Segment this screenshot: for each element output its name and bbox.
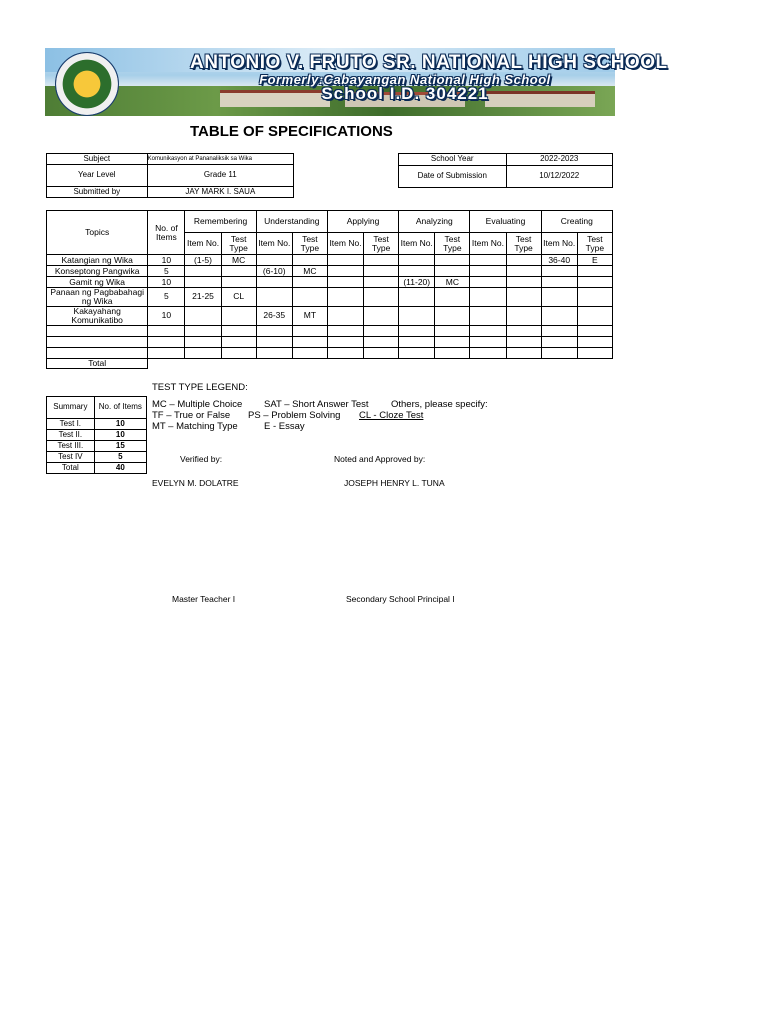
item-no-header: Item No.	[470, 233, 506, 255]
item-no-cell	[470, 277, 506, 288]
item-no-cell: 36-40	[541, 255, 577, 266]
test-type-cell	[364, 277, 399, 288]
item-no-cell	[470, 255, 506, 266]
school-seal-icon	[55, 52, 119, 116]
summary-row-count: 15	[94, 441, 146, 452]
test-type-cell	[364, 306, 399, 325]
test-type-cell	[221, 266, 256, 277]
empty-cell	[47, 336, 148, 347]
test-type-cell	[577, 266, 612, 277]
items-cell: 10	[148, 306, 185, 325]
verifier-name: EVELYN M. DOLATRE	[152, 478, 239, 488]
test-type-cell	[506, 306, 541, 325]
info-table-left	[46, 153, 294, 198]
item-no-cell	[470, 288, 506, 307]
school-formerly: Formerly:Cabayangan National High School	[259, 72, 551, 87]
test-type-cell	[577, 288, 612, 307]
item-no-cell	[256, 288, 292, 307]
item-no-cell	[256, 255, 292, 266]
item-no-cell	[327, 288, 363, 307]
empty-cell	[256, 325, 292, 336]
empty-cell	[470, 347, 506, 358]
item-no-cell: (6-10)	[256, 266, 292, 277]
empty-cell	[364, 325, 399, 336]
test-type-header: Test Type	[221, 233, 256, 255]
item-no-cell	[185, 306, 221, 325]
test-type-header: Test Type	[292, 233, 327, 255]
verified-label: Verified by:	[180, 454, 223, 464]
year-level-value: Grade 11	[147, 165, 293, 187]
date-label: Date of Submission	[399, 166, 507, 188]
page-title: TABLE OF SPECIFICATIONS	[190, 123, 393, 140]
empty-cell	[327, 347, 363, 358]
test-type-cell	[506, 255, 541, 266]
items-header: No. of Items	[148, 211, 185, 255]
empty-cell	[435, 325, 470, 336]
item-no-cell	[541, 306, 577, 325]
test-type-cell	[221, 306, 256, 325]
empty-cell	[327, 336, 363, 347]
items-cell: 5	[148, 288, 185, 307]
legend-mc: MC – Multiple Choice	[152, 399, 243, 410]
empty-cell	[148, 325, 185, 336]
approver-title: Secondary School Principal I	[346, 594, 455, 604]
verifier-title: Master Teacher I	[172, 594, 236, 604]
empty-cell	[221, 347, 256, 358]
summary-table	[46, 396, 147, 474]
test-type-cell	[435, 255, 470, 266]
items-cell: 10	[148, 277, 185, 288]
summary-row-name: Test II.	[47, 430, 95, 441]
legend-sat: SAT – Short Answer Test	[264, 399, 369, 410]
item-no-cell	[541, 266, 577, 277]
level-header: Understanding	[256, 211, 327, 233]
empty-cell	[399, 347, 435, 358]
summary-row-name: Test III.	[47, 441, 95, 452]
empty-cell	[148, 336, 185, 347]
test-type-cell	[506, 288, 541, 307]
info-table-right	[398, 153, 613, 188]
test-type-cell	[364, 266, 399, 277]
item-no-cell	[185, 277, 221, 288]
item-no-cell	[327, 306, 363, 325]
test-type-header: Test Type	[506, 233, 541, 255]
date-value: 10/12/2022	[506, 166, 613, 188]
items-cell: 5	[148, 266, 185, 277]
level-header: Analyzing	[399, 211, 470, 233]
test-type-cell	[435, 288, 470, 307]
legend-ps: PS – Problem Solving	[248, 410, 341, 421]
item-no-cell	[327, 255, 363, 266]
summary-row-count: 10	[94, 419, 146, 430]
empty-cell	[256, 347, 292, 358]
level-header: Remembering	[185, 211, 256, 233]
test-type-cell	[364, 288, 399, 307]
summary-row-count: 5	[94, 452, 146, 463]
items-cell: 10	[148, 255, 185, 266]
empty-cell	[221, 336, 256, 347]
empty-cell	[292, 336, 327, 347]
legend-e: E - Essay	[264, 421, 305, 432]
item-no-cell	[399, 306, 435, 325]
empty-cell	[541, 347, 577, 358]
approver-name: JOSEPH HENRY L. TUNA	[344, 478, 445, 488]
legend-others: Others, please specify:	[391, 399, 488, 410]
test-type-header: Test Type	[577, 233, 612, 255]
level-header: Evaluating	[470, 211, 541, 233]
level-header: Creating	[541, 211, 612, 233]
empty-cell	[292, 325, 327, 336]
summary-row-name: Test IV	[47, 452, 95, 463]
test-type-cell	[292, 277, 327, 288]
empty-cell	[364, 347, 399, 358]
empty-cell	[435, 347, 470, 358]
empty-cell	[435, 336, 470, 347]
empty-cell	[577, 325, 612, 336]
test-type-cell	[221, 277, 256, 288]
test-type-cell	[506, 277, 541, 288]
empty-cell	[327, 325, 363, 336]
test-type-header: Test Type	[435, 233, 470, 255]
level-header: Applying	[327, 211, 398, 233]
empty-cell	[470, 336, 506, 347]
legend-cl: CL - Cloze Test	[359, 410, 424, 421]
topics-header: Topics	[47, 211, 148, 255]
empty-cell	[185, 336, 221, 347]
item-no-cell	[541, 288, 577, 307]
subject-value: Komunikasyon at Pananaliksik sa Wika	[147, 154, 293, 165]
item-no-cell	[399, 266, 435, 277]
legend-mt: MT – Matching Type	[152, 421, 238, 432]
item-no-cell	[327, 266, 363, 277]
item-no-cell	[327, 277, 363, 288]
item-no-cell: 21-25	[185, 288, 221, 307]
item-no-cell: 26-35	[256, 306, 292, 325]
item-no-cell	[399, 288, 435, 307]
school-year-value: 2022-2023	[506, 154, 613, 166]
empty-cell	[221, 325, 256, 336]
summary-row-count: 40	[94, 463, 146, 474]
legend-tf: TF – True or False	[152, 410, 231, 421]
empty-cell	[364, 336, 399, 347]
empty-cell	[506, 325, 541, 336]
item-no-cell	[256, 277, 292, 288]
test-type-cell	[364, 255, 399, 266]
item-no-header: Item No.	[327, 233, 363, 255]
empty-cell	[185, 325, 221, 336]
item-no-header: Item No.	[185, 233, 221, 255]
school-name: ANTONIO V. FRUTO SR. NATIONAL HIGH SCHOOL	[190, 52, 668, 73]
test-type-cell	[292, 288, 327, 307]
empty-cell	[47, 325, 148, 336]
empty-cell	[577, 347, 612, 358]
test-type-header: Test Type	[364, 233, 399, 255]
empty-cell	[506, 336, 541, 347]
summary-row-name: Test I.	[47, 419, 95, 430]
test-type-cell	[577, 306, 612, 325]
test-type-cell	[577, 277, 612, 288]
topic-cell: Panaan ng Pagbabahagi ng Wika	[47, 288, 148, 307]
item-no-header: Item No.	[399, 233, 435, 255]
test-type-cell: CL	[221, 288, 256, 307]
test-type-cell: E	[577, 255, 612, 266]
test-type-cell	[435, 266, 470, 277]
empty-cell	[399, 336, 435, 347]
submitted-by-value: JAY MARK I. SAUA	[147, 187, 293, 198]
item-no-cell: (1-5)	[185, 255, 221, 266]
test-type-cell: MC	[221, 255, 256, 266]
year-level-label: Year Level	[47, 165, 148, 187]
topic-cell: Katangian ng Wika	[47, 255, 148, 266]
test-type-cell	[506, 266, 541, 277]
empty-cell	[148, 347, 185, 358]
school-year-label: School Year	[399, 154, 507, 166]
noted-label: Noted and Approved by:	[334, 454, 426, 464]
empty-cell	[47, 347, 148, 358]
topic-cell: Gamit ng Wika	[47, 277, 148, 288]
empty-cell	[541, 325, 577, 336]
subject-label: Subject	[47, 154, 148, 165]
summary-row-name: Total	[47, 463, 95, 474]
empty-cell	[470, 325, 506, 336]
summary-count-header: No. of Items	[94, 397, 146, 419]
item-no-cell: (11-20)	[399, 277, 435, 288]
test-type-cell: MC	[435, 277, 470, 288]
topic-cell: Konseptong Pangwika	[47, 266, 148, 277]
test-type-cell: MC	[292, 266, 327, 277]
item-no-header: Item No.	[541, 233, 577, 255]
legend-title: TEST TYPE LEGEND:	[152, 382, 248, 393]
empty-cell	[185, 347, 221, 358]
submitted-by-label: Submitted by	[47, 187, 148, 198]
school-id: School I.D. 304221	[321, 84, 489, 103]
empty-cell	[399, 325, 435, 336]
item-no-cell	[541, 277, 577, 288]
empty-cell	[577, 336, 612, 347]
empty-cell	[506, 347, 541, 358]
test-type-cell	[435, 306, 470, 325]
summary-header: Summary	[47, 397, 95, 419]
tos-table	[46, 210, 613, 369]
item-no-cell	[399, 255, 435, 266]
item-no-cell	[470, 306, 506, 325]
test-type-cell: MT	[292, 306, 327, 325]
item-no-cell	[470, 266, 506, 277]
item-no-header: Item No.	[256, 233, 292, 255]
test-type-cell	[292, 255, 327, 266]
item-no-cell	[185, 266, 221, 277]
empty-cell	[292, 347, 327, 358]
summary-row-count: 10	[94, 430, 146, 441]
empty-cell	[256, 336, 292, 347]
total-label: Total	[47, 358, 148, 368]
empty-cell	[541, 336, 577, 347]
topic-cell: Kakayahang Komunikatibo	[47, 306, 148, 325]
